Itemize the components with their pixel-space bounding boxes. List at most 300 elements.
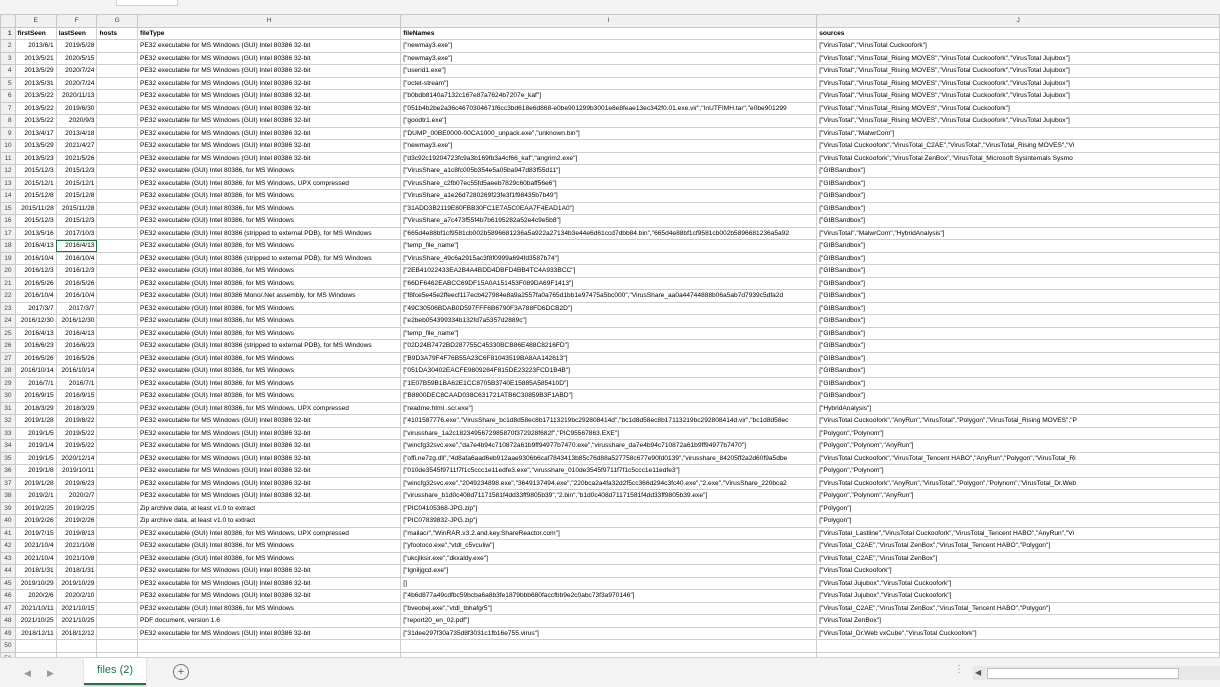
cell[interactable] (97, 115, 138, 128)
cell[interactable]: 2019/1/28 (15, 477, 56, 490)
cell[interactable]: 2013/5/31 (15, 77, 56, 90)
cell[interactable]: ["f8fce5e45e2ffeecf117ecb427984e8a9a2557fa0a765d1bb1e97475a5bc000","VirusShare_aa0a44744888b06a5ab7d7939c5dfa2d (401, 290, 817, 303)
cell[interactable]: 2016/10/14 (15, 365, 56, 378)
cell[interactable]: PE32 executable for MS Windows (GUI) Intel 80386 32-bit (138, 415, 401, 428)
cell[interactable]: ["wincfg32svc.exe","2049234898.exe","3649137494.exe","220bca2a4fa32d2f5cc366d294c3fc40.exe","2.exe","VirusShare_220bca2 (401, 477, 817, 490)
cell[interactable]: 2019/5/22 (56, 440, 97, 453)
row-number[interactable]: 36 (1, 465, 16, 478)
cell[interactable]: 2019/5/22 (56, 427, 97, 440)
row-number[interactable]: 22 (1, 290, 16, 303)
cell[interactable]: ["temp_file_name"] (401, 327, 817, 340)
cell[interactable]: ["PIC04105368-JPG.zip"] (401, 502, 817, 515)
cell[interactable]: PE32 executable (GUI) Intel 80386, for MS Windows, UPX compressed (138, 402, 401, 415)
cell[interactable]: ["newmay3.exe"] (401, 140, 817, 153)
cell[interactable]: ["Polygon","Polynom"] (817, 465, 1220, 478)
cell[interactable]: 2019/2/25 (15, 502, 56, 515)
cell[interactable]: ["051b4b2be2a36c4670304671f6cc3bd618e6d868-e0be901299b3001e8e8feae13ec342f0.01.exe.vir","InUTFIMH.tar","e0be901299 (401, 102, 817, 115)
cell[interactable]: ["VirusTotal_Lastline","VirusTotal Cuckoofork","VirusTotal_Tencent HABO","AnyRun","Vi (817, 527, 1220, 540)
scrollbar-thumb[interactable] (987, 668, 1179, 679)
cell[interactable] (97, 127, 138, 140)
cell[interactable]: Zip archive data, at least v1.0 to extract (138, 515, 401, 528)
cell[interactable] (97, 515, 138, 528)
cell[interactable]: ["VirusTotal Cuckoofork","VirusTotal_C2AE","VirusTotal","VirusTotal_Rising MOVES","Vi (817, 140, 1220, 153)
cell[interactable]: 2019/2/26 (56, 515, 97, 528)
cell[interactable]: PE32 executable (GUI) Intel 80386 (stripped to external PDB), for MS Windows (138, 227, 401, 240)
cell[interactable]: ["VirusTotal Cuckoofork","AnyRun","VirusTotal","Polygon","Polynom","VirusTotal_Dr.Web (817, 477, 1220, 490)
cell[interactable]: ["665d4e88bf1cf9581cb002b5896681236a5a922a27134b3e44e6d61ccd7dbb84.bin","665d4e88bf1cf9581cb002b5896681236a5a92 (401, 227, 817, 240)
cell[interactable]: PE32 executable (GUI) Intel 80386 (stripped to external PDB), for MS Windows (138, 340, 401, 353)
row-number[interactable]: 29 (1, 377, 16, 390)
cell[interactable]: ["goodtr1.exe"] (401, 115, 817, 128)
row-number[interactable]: 16 (1, 215, 16, 228)
cell[interactable]: 2019/2/25 (56, 502, 97, 515)
row-number[interactable]: 44 (1, 565, 16, 578)
row-number[interactable]: 47 (1, 602, 16, 615)
cell[interactable]: 2019/8/22 (56, 415, 97, 428)
cell[interactable]: PE32 executable (GUI) Intel 80386, for MS Windows (138, 202, 401, 215)
cell[interactable]: PE32 executable (GUI) Intel 80386, for MS Windows (138, 277, 401, 290)
cell[interactable]: ["Igniljgcd.exe"] (401, 565, 817, 578)
cell[interactable] (97, 177, 138, 190)
cell[interactable]: 2020/2/10 (56, 590, 97, 603)
row-number[interactable]: 19 (1, 252, 16, 265)
cell[interactable]: ["HybridAnalysis"] (817, 402, 1220, 415)
cell[interactable]: 2015/12/8 (15, 190, 56, 203)
cell[interactable]: fileType (138, 27, 401, 40)
cell[interactable]: 2021/10/8 (56, 540, 97, 553)
cell[interactable]: 2013/5/22 (15, 90, 56, 103)
cell[interactable]: ["newmay3.exe"] (401, 52, 817, 65)
row-number[interactable]: 8 (1, 115, 16, 128)
cell[interactable]: PE32 executable for MS Windows (GUI) Intel 80386 32-bit (138, 127, 401, 140)
row-number[interactable]: 20 (1, 265, 16, 278)
cell[interactable] (97, 240, 138, 253)
column-header[interactable]: F (56, 15, 97, 28)
cell[interactable] (15, 640, 56, 653)
cell[interactable] (97, 215, 138, 228)
cell[interactable]: PE32 executable for MS Windows (GUI) Intel 80386 32-bit (138, 65, 401, 78)
cell[interactable]: ["Polygon"] (817, 515, 1220, 528)
cell[interactable]: ["readme.html .scr.exe"] (401, 402, 817, 415)
column-header[interactable]: J (817, 15, 1220, 28)
row-number[interactable]: 12 (1, 165, 16, 178)
cell[interactable]: ["virusshare_b1d0c408d71171581f4dd33ff9805b39","2.bin","b1d0c408d71171581f4dd33ff9805b39.exe"] (401, 490, 817, 503)
cell[interactable]: ["31ADD3B2119E80FBB30FC1E7A5C0EAA7F4EAD1A0"] (401, 202, 817, 215)
row-number[interactable]: 23 (1, 302, 16, 315)
cell[interactable]: ["GIBSandbox"] (817, 252, 1220, 265)
cell[interactable] (97, 552, 138, 565)
cell[interactable]: 2020/2/6 (15, 590, 56, 603)
cell[interactable]: 2015/12/3 (15, 215, 56, 228)
cell[interactable]: ["GIBSandbox"] (817, 327, 1220, 340)
cell[interactable]: ["ukcjlksir.exe","dkxaldy.exe"] (401, 552, 817, 565)
cell[interactable]: 2016/5/26 (56, 277, 97, 290)
cell[interactable]: 2013/5/22 (15, 102, 56, 115)
cell[interactable]: 2015/11/28 (56, 202, 97, 215)
cell[interactable]: ["b0bdb8140a7132c167e87a7624b7207e_kaf"] (401, 90, 817, 103)
cell[interactable]: ["49C30506BDAB0D597FFF6B6790F3A788FD6DCB2D"] (401, 302, 817, 315)
cell[interactable]: 2013/5/21 (15, 52, 56, 65)
cell[interactable]: 2018/1/31 (15, 565, 56, 578)
row-number[interactable]: 45 (1, 577, 16, 590)
cell[interactable]: PE32 executable for MS Windows (GUI) Intel 80386 32-bit (138, 590, 401, 603)
cell[interactable]: PE32 executable (GUI) Intel 80386 Mono/.Net assembly, for MS Windows (138, 290, 401, 303)
cell[interactable]: 2016/10/14 (56, 365, 97, 378)
cell[interactable]: ["GIBSandbox"] (817, 377, 1220, 390)
cell[interactable]: ["virusshare_1a2c1823495672985870f372928f682f","PIC95567863.EXE"] (401, 427, 817, 440)
cell[interactable]: ["bveobej.exe","vtdl_tbhafgr5"] (401, 602, 817, 615)
cell[interactable]: PE32 executable (GUI) Intel 80386, for MS Windows, UPX compressed (138, 177, 401, 190)
cell[interactable] (97, 77, 138, 90)
cell[interactable]: ["PIC07839832-JPG.zip"] (401, 515, 817, 528)
row-number[interactable]: 10 (1, 140, 16, 153)
cell[interactable]: ["4101587776.exe","VirusShare_bc1d8d58ec8b17113219bc292808414d","bc1d8d58ec8b17113219bc292808414d.vir","bc1d8d58ec (401, 415, 817, 428)
cell[interactable]: 2016/10/4 (56, 252, 97, 265)
row-number[interactable]: 48 (1, 615, 16, 628)
row-number[interactable]: 18 (1, 240, 16, 253)
cell[interactable]: ["VirusTotal_C2AE","VirusTotal ZenBox","VirusTotal_Tencent HABO","Polygon"] (817, 540, 1220, 553)
cell[interactable]: ["B9D3A79F4F76B55A23C6F81043519BA8AA142613"] (401, 352, 817, 365)
cell[interactable]: 2015/12/3 (15, 165, 56, 178)
cell[interactable]: ["GIBSandbox"] (817, 365, 1220, 378)
cell[interactable] (97, 602, 138, 615)
cell[interactable]: PE32 executable (GUI) Intel 80386, for MS Windows (138, 165, 401, 178)
cell[interactable]: 2015/11/28 (15, 202, 56, 215)
cell[interactable]: ["VirusTotal_Dr.Web vxCube","VirusTotal Cuckoofork"] (817, 627, 1220, 640)
cell[interactable]: 2019/6/30 (56, 102, 97, 115)
cell[interactable]: ["GIBSandbox"] (817, 215, 1220, 228)
cell[interactable]: 2015/12/3 (56, 165, 97, 178)
cell[interactable]: 2013/5/23 (15, 152, 56, 165)
cell[interactable]: 2021/4/27 (56, 140, 97, 153)
cell[interactable]: 2019/10/29 (56, 577, 97, 590)
cell[interactable]: ["VirusTotal","VirusTotal_Rising MOVES","VirusTotal Cuckoofork","VirusTotal Jujubox"] (817, 65, 1220, 78)
cell[interactable]: 2019/7/15 (15, 527, 56, 540)
cell[interactable]: 2013/5/22 (15, 115, 56, 128)
cell[interactable]: 2019/2/1 (15, 490, 56, 503)
cell[interactable] (97, 302, 138, 315)
cell[interactable]: 2019/10/11 (56, 465, 97, 478)
more-options-icon[interactable]: ⋮ (954, 664, 964, 675)
cell[interactable]: PE32 executable (GUI) Intel 80386, for MS Windows (138, 552, 401, 565)
cell[interactable]: ["GIBSandbox"] (817, 290, 1220, 303)
row-number[interactable]: 27 (1, 352, 16, 365)
cell[interactable]: 2021/10/4 (15, 552, 56, 565)
cell[interactable]: 2015/12/1 (15, 177, 56, 190)
cell[interactable]: ["VirusTotal Jujubox","VirusTotal Cuckoofork"] (817, 577, 1220, 590)
cell[interactable]: PE32 executable (GUI) Intel 80386, for MS Windows (138, 327, 401, 340)
cell[interactable]: ["VirusShare_a7c473f55f4b7b6195282a52e4c9e5b8"] (401, 215, 817, 228)
cell[interactable] (97, 227, 138, 240)
cell[interactable]: 2016/4/13 (15, 240, 56, 253)
cell[interactable]: 2019/2/26 (15, 515, 56, 528)
cell[interactable]: 2021/10/25 (56, 615, 97, 628)
cell[interactable]: ["VirusShare_a1c8fc005b354e5a05ba947d83f55d11"] (401, 165, 817, 178)
cell[interactable]: PE32 executable (GUI) Intel 80386, for MS Windows (138, 240, 401, 253)
cell[interactable]: ["GIBSandbox"] (817, 165, 1220, 178)
cell[interactable]: 2021/5/26 (56, 152, 97, 165)
cell[interactable] (97, 90, 138, 103)
cell[interactable]: hosts (97, 27, 138, 40)
cell[interactable]: 2016/6/23 (56, 340, 97, 353)
cell[interactable]: 2016/7/1 (15, 377, 56, 390)
cell[interactable]: 2015/12/8 (56, 190, 97, 203)
cell[interactable] (97, 152, 138, 165)
cell[interactable]: 2021/10/4 (15, 540, 56, 553)
cell[interactable]: ["GIBSandbox"] (817, 177, 1220, 190)
cell[interactable]: 2013/4/17 (15, 127, 56, 140)
cell[interactable]: 2016/4/13 (56, 240, 97, 253)
row-number[interactable]: 1 (1, 27, 16, 40)
row-number[interactable]: 13 (1, 177, 16, 190)
cell[interactable]: ["userid1.exe"] (401, 65, 817, 78)
prev-sheet-icon[interactable]: ◀ (24, 668, 31, 678)
cell[interactable]: ["GIBSandbox"] (817, 240, 1220, 253)
cell[interactable] (97, 490, 138, 503)
cell[interactable]: 2016/10/4 (15, 290, 56, 303)
cell[interactable]: ["GIBSandbox"] (817, 302, 1220, 315)
cell[interactable]: 2021/10/8 (56, 552, 97, 565)
cell[interactable] (97, 615, 138, 628)
cell[interactable]: 2013/4/18 (56, 127, 97, 140)
cell[interactable]: 2020/9/3 (56, 115, 97, 128)
row-number[interactable]: 11 (1, 152, 16, 165)
cell[interactable] (97, 102, 138, 115)
cell[interactable]: PE32 executable (GUI) Intel 80386, for MS Windows (138, 540, 401, 553)
cell[interactable]: PE32 executable for MS Windows (GUI) Intel 80386 32-bit (138, 452, 401, 465)
cell[interactable]: ["GIBSandbox"] (817, 277, 1220, 290)
cell[interactable]: ["66DF6462EABCC69DF15A0A151453F089DA69F1413"] (401, 277, 817, 290)
cell[interactable]: Zip archive data, at least v1.0 to extract (138, 502, 401, 515)
cell[interactable]: 2020/5/15 (56, 52, 97, 65)
cell[interactable]: 2016/7/1 (56, 377, 97, 390)
cell[interactable]: PE32 executable for MS Windows (GUI) Intel 80386 32-bit (138, 77, 401, 90)
cell[interactable]: 2019/1/28 (15, 415, 56, 428)
cell[interactable]: 2021/10/25 (15, 615, 56, 628)
cell[interactable] (97, 477, 138, 490)
cell[interactable]: 2021/10/11 (15, 602, 56, 615)
column-header[interactable]: E (15, 15, 56, 28)
cell[interactable]: ["wincfg32svc.exe","da7e4b94c710872a61b9ff94977b7470.exe","virusshare_da7e4b94c710872a61b9ff94977b7470"] (401, 440, 817, 453)
cell[interactable]: PE32 executable (GUI) Intel 80386, for MS Windows (138, 352, 401, 365)
cell[interactable]: 2016/12/3 (15, 265, 56, 278)
cell[interactable] (97, 165, 138, 178)
cell[interactable] (97, 427, 138, 440)
cell[interactable]: 2016/4/13 (15, 327, 56, 340)
cell[interactable] (97, 590, 138, 603)
cell[interactable]: ["newmay3.exe"] (401, 40, 817, 53)
cell[interactable]: ["VirusTotal","MalwrCom"] (817, 127, 1220, 140)
cell[interactable]: 2017/10/3 (56, 227, 97, 240)
row-number[interactable]: 15 (1, 202, 16, 215)
cell[interactable]: 2013/5/29 (15, 140, 56, 153)
cell[interactable]: PE32 executable (GUI) Intel 80386, for MS Windows (138, 315, 401, 328)
row-number[interactable]: 28 (1, 365, 16, 378)
cell[interactable]: ["31dee297f30a735d8f3031c1fb16e755.virus"] (401, 627, 817, 640)
cell[interactable]: 2018/12/12 (56, 627, 97, 640)
row-number[interactable]: 49 (1, 627, 16, 640)
sheet-tab-files-2[interactable]: files (2) (84, 658, 146, 685)
row-number[interactable]: 7 (1, 102, 16, 115)
cell[interactable]: ["4b6d877a49cdfbc59bcba6a8b3fe1879bbb680faccfbb9e2c0abc73f3a970146"] (401, 590, 817, 603)
cell[interactable]: PE32 executable for MS Windows (GUI) Intel 80386 32-bit (138, 102, 401, 115)
cell[interactable]: ["GIBSandbox"] (817, 265, 1220, 278)
cell[interactable]: ["Polygon","Polynom","AnyRun"] (817, 490, 1220, 503)
column-header[interactable]: G (97, 15, 138, 28)
cell[interactable]: 2013/6/1 (15, 40, 56, 53)
cell[interactable]: ["VirusTotal","VirusTotal Cuckoofork"] (817, 40, 1220, 53)
cell[interactable]: 2015/12/1 (56, 177, 97, 190)
column-header[interactable]: I (401, 15, 817, 28)
cell[interactable]: ["051DA30402EACFE9809284F815DE23223FCD1B4B"] (401, 365, 817, 378)
cell[interactable] (97, 465, 138, 478)
cell[interactable]: 2016/6/23 (15, 340, 56, 353)
row-number[interactable]: 17 (1, 227, 16, 240)
cell[interactable]: PE32 executable for MS Windows (GUI) Intel 80386 32-bit (138, 465, 401, 478)
cell[interactable]: PE32 executable (GUI) Intel 80386, for MS Windows (138, 302, 401, 315)
cell[interactable]: ["mailacr","WinRAR.v3.2.and.key.ShareReactor.com"] (401, 527, 817, 540)
cell[interactable]: ["VirusTotal Cuckoofork","VirusTotal_Tencent HABO","AnyRun","Polygon","VirusTotal_Ri (817, 452, 1220, 465)
cell[interactable] (97, 415, 138, 428)
cell[interactable]: PE32 executable for MS Windows (GUI) Intel 80386 32-bit (138, 90, 401, 103)
cell[interactable]: 2017/3/7 (15, 302, 56, 315)
cell[interactable]: 2016/4/13 (56, 327, 97, 340)
cell[interactable]: ["e2beb054399334b132fd7a5357d2889c"] (401, 315, 817, 328)
cell[interactable]: PE32 executable for MS Windows (GUI) Intel 80386 32-bit (138, 52, 401, 65)
cell[interactable]: ["VirusTotal","VirusTotal_Rising MOVES","VirusTotal Cuckoofork","VirusTotal Jujubox"] (817, 90, 1220, 103)
add-sheet-icon[interactable]: + (173, 664, 189, 680)
cell[interactable]: 2016/12/3 (56, 265, 97, 278)
cell[interactable]: PE32 executable for MS Windows (GUI) Intel 80386 32-bit (138, 577, 401, 590)
cell[interactable]: ["VirusTotal","VirusTotal_Rising MOVES","VirusTotal Cuckoofork","VirusTotal Jujubox"] (817, 52, 1220, 65)
cell[interactable] (97, 327, 138, 340)
cell[interactable]: ["temp_file_name"] (401, 240, 817, 253)
cell[interactable]: 2016/9/15 (56, 390, 97, 403)
row-number[interactable]: 38 (1, 490, 16, 503)
cell[interactable] (97, 540, 138, 553)
cell[interactable]: 2018/3/29 (15, 402, 56, 415)
cell[interactable]: ["d3c92c19204723fc9a3b169fb3a4cf66_kaf","angrim2.exe"] (401, 152, 817, 165)
cell[interactable]: PE32 executable (GUI) Intel 80386, for MS Windows (138, 377, 401, 390)
cell[interactable]: ["VirusTotal Cuckoofork","VirusTotal ZenBox","VirusTotal_Microsoft Sysinternals Sysmo (817, 152, 1220, 165)
cell[interactable]: ["VirusTotal","VirusTotal_Rising MOVES","VirusTotal Cuckoofork","VirusTotal Jujubox"] (817, 115, 1220, 128)
cell[interactable] (97, 365, 138, 378)
cell[interactable]: 2020/2/7 (56, 490, 97, 503)
cell[interactable]: ["2EB41022433EA2B4A4BDD4DBFD4BB4TC4A933BCC"] (401, 265, 817, 278)
cell[interactable]: PE32 executable for MS Windows (GUI) Intel 80386 32-bit (138, 627, 401, 640)
cell[interactable]: 2016/12/30 (56, 315, 97, 328)
cell[interactable]: 2016/10/4 (56, 290, 97, 303)
cell[interactable] (97, 440, 138, 453)
cell[interactable]: 2016/12/30 (15, 315, 56, 328)
cell[interactable]: 2017/3/7 (56, 302, 97, 315)
cell[interactable]: ["VirusShare_c2fb07ec55fd5aeeb7829c60baff56e6"] (401, 177, 817, 190)
row-number[interactable]: 40 (1, 515, 16, 528)
cell[interactable]: ["GIBSandbox"] (817, 352, 1220, 365)
cell[interactable]: 2020/7/24 (56, 65, 97, 78)
cell[interactable] (97, 140, 138, 153)
cell[interactable] (97, 252, 138, 265)
cell[interactable] (97, 315, 138, 328)
cell[interactable] (97, 627, 138, 640)
cell[interactable]: PE32 executable (GUI) Intel 80386 (stripped to external PDB), for MS Windows (138, 252, 401, 265)
cell[interactable] (97, 527, 138, 540)
cell[interactable]: ["GIBSandbox"] (817, 190, 1220, 203)
row-number[interactable]: 37 (1, 477, 16, 490)
cell[interactable]: 2018/12/11 (15, 627, 56, 640)
cell[interactable] (56, 640, 97, 653)
cell[interactable]: 2013/5/29 (15, 65, 56, 78)
cell[interactable]: 2019/10/29 (15, 577, 56, 590)
cell[interactable]: ["1E07B59B1BA62E1CC8705B3740E15885A585410D"] (401, 377, 817, 390)
cell[interactable]: 2020/12/14 (56, 452, 97, 465)
cell[interactable]: [] (401, 577, 817, 590)
cell[interactable]: PE32 executable (GUI) Intel 80386, for MS Windows (138, 602, 401, 615)
cell[interactable]: PE32 executable (GUI) Intel 80386, for MS Windows (138, 265, 401, 278)
cell[interactable]: ["GIBSandbox"] (817, 390, 1220, 403)
cell[interactable]: ["VirusShare_49c6a2915ac3f8f0999a694fd3587b74"] (401, 252, 817, 265)
cell[interactable]: PE32 executable (GUI) Intel 80386, for MS Windows (138, 190, 401, 203)
row-number[interactable]: 14 (1, 190, 16, 203)
cell[interactable]: ["VirusTotal Cuckoofork"] (817, 565, 1220, 578)
cell[interactable]: ["VirusTotal","VirusTotal_Rising MOVES","VirusTotal Cuckoofork"] (817, 102, 1220, 115)
cell[interactable]: ["GIBSandbox"] (817, 340, 1220, 353)
cell[interactable] (97, 502, 138, 515)
cell[interactable] (97, 377, 138, 390)
cell[interactable]: ["VirusTotal_C2AE","VirusTotal ZenBox","VirusTotal_Tencent HABO","Polygon"] (817, 602, 1220, 615)
cell[interactable] (817, 640, 1220, 653)
row-number[interactable]: 21 (1, 277, 16, 290)
cell[interactable] (97, 40, 138, 53)
row-number[interactable]: 24 (1, 315, 16, 328)
cell[interactable] (97, 290, 138, 303)
cell[interactable] (401, 640, 817, 653)
cell[interactable] (97, 340, 138, 353)
row-number[interactable]: 31 (1, 402, 16, 415)
cell[interactable]: ["Polygon","Polynom"] (817, 427, 1220, 440)
cell[interactable]: firstSeen (15, 27, 56, 40)
cell[interactable]: 2016/5/26 (56, 352, 97, 365)
cell[interactable]: ["GIBSandbox"] (817, 202, 1220, 215)
cell[interactable]: PE32 executable (GUI) Intel 80386, for MS Windows (138, 365, 401, 378)
cell[interactable]: 2015/12/3 (56, 215, 97, 228)
cell[interactable]: PE32 executable for MS Windows (GUI) Intel 80386 32-bit (138, 140, 401, 153)
row-number[interactable]: 39 (1, 502, 16, 515)
cell[interactable]: PDF document, version 1.6 (138, 615, 401, 628)
cell[interactable]: ["Polygon","Polynom","AnyRun"] (817, 440, 1220, 453)
row-number[interactable]: 42 (1, 540, 16, 553)
cell[interactable]: ["02D24B7472BD287755C45330BCB86E488C8216FD"] (401, 340, 817, 353)
row-number[interactable]: 46 (1, 590, 16, 603)
cell[interactable] (97, 352, 138, 365)
cell[interactable]: PE32 executable for MS Windows (GUI) Intel 80386 32-bit (138, 490, 401, 503)
cell[interactable]: 2016/5/26 (15, 277, 56, 290)
cell[interactable]: ["offi.ne7zg.dll","4d8afa6aad6eb912aae9306b6caf7843413b85c76d88a527758c677e90fd0139","virusshare_84205ff2a2d60f9a5dbe (401, 452, 817, 465)
cell[interactable]: ["VirusTotal","MalwrCom","HybridAnalysis"] (817, 227, 1220, 240)
cell[interactable]: ["yfootoco.exe","vtdl_c5vculiw"] (401, 540, 817, 553)
scroll-left-icon[interactable]: ◀ (975, 668, 982, 677)
cell[interactable]: 2020/7/24 (56, 77, 97, 90)
row-number[interactable]: 34 (1, 440, 16, 453)
cell[interactable]: 2019/5/28 (56, 40, 97, 53)
cell[interactable] (97, 565, 138, 578)
cell[interactable]: PE32 executable for MS Windows (GUI) Intel 80386 32-bit (138, 152, 401, 165)
cell[interactable] (97, 202, 138, 215)
cell[interactable]: ["VirusTotal ZenBox"] (817, 615, 1220, 628)
column-header[interactable]: H (138, 15, 401, 28)
cell[interactable] (97, 277, 138, 290)
cell[interactable]: 2021/10/15 (56, 602, 97, 615)
